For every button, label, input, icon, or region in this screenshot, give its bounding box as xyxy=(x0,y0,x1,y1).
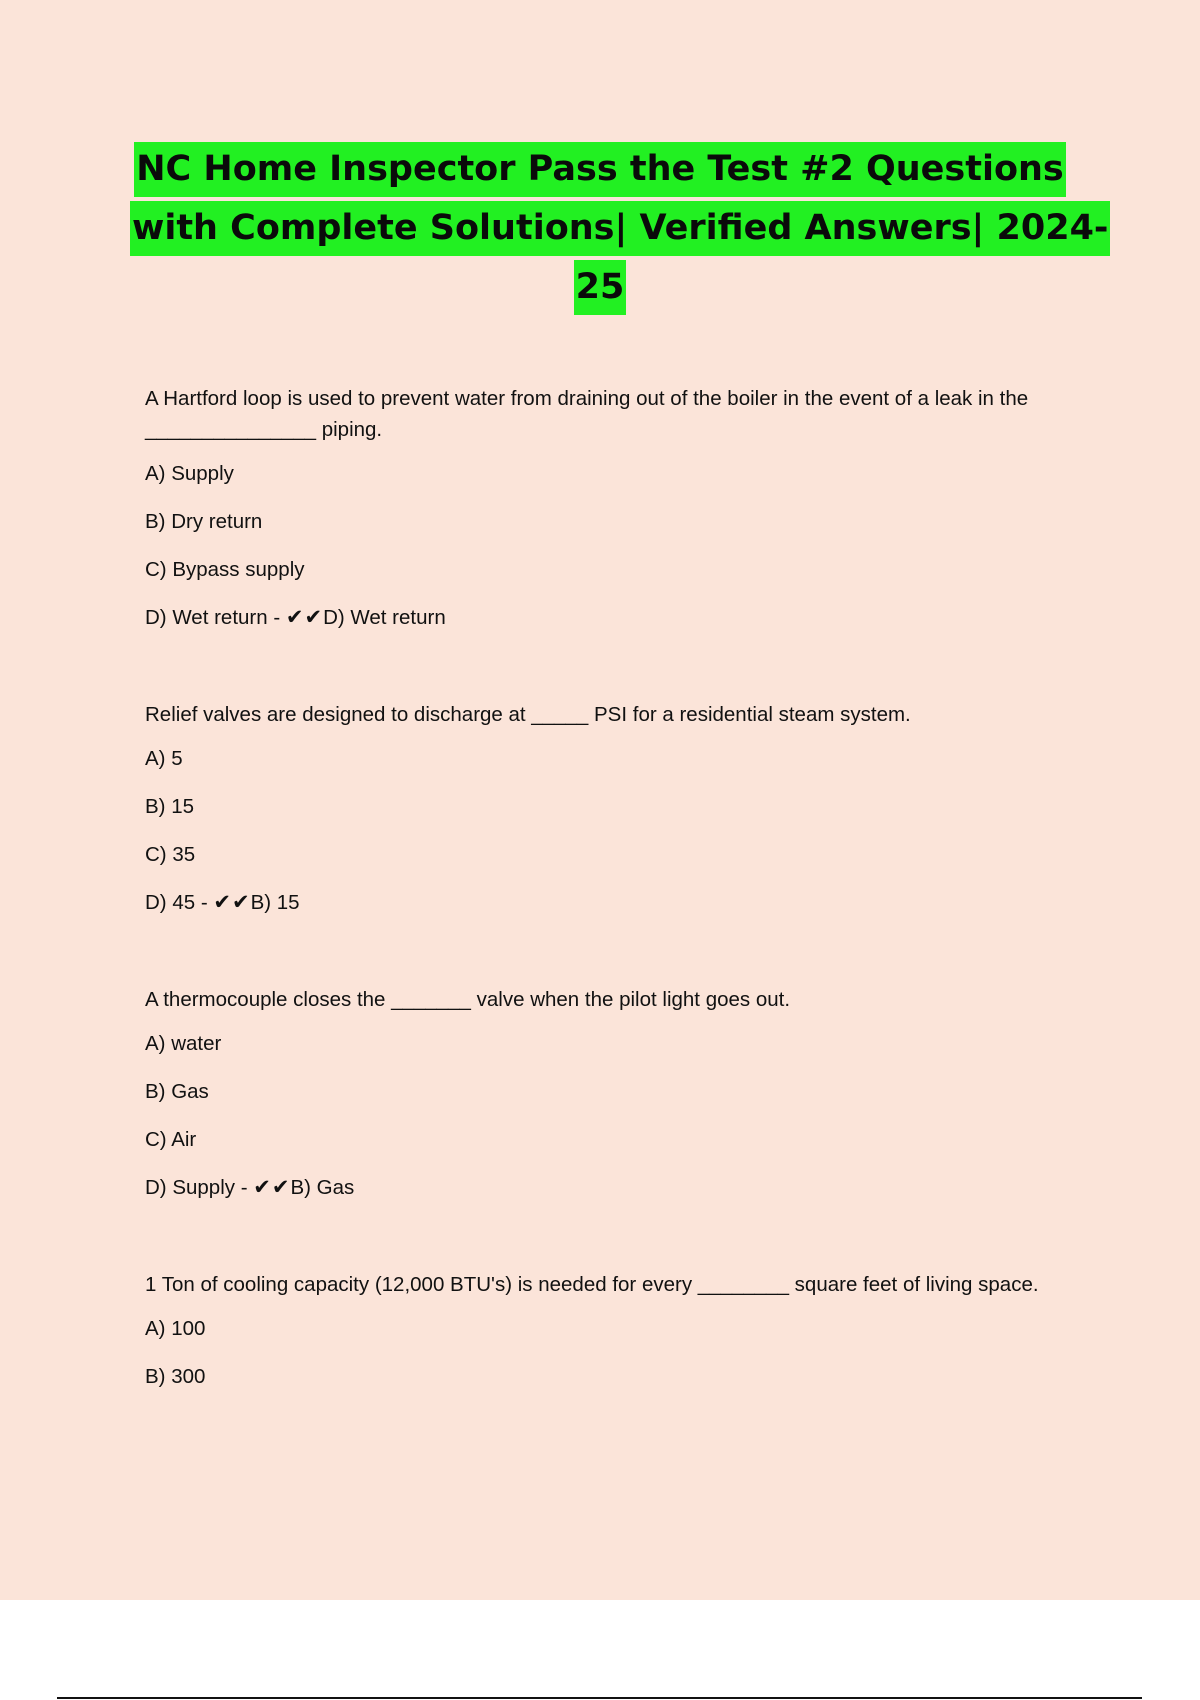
checkmark-icon: ✔✔ xyxy=(285,605,324,629)
question-text: Relief valves are designed to discharge at _____ PSI for a residential steam system. xyxy=(145,703,911,726)
option-d xyxy=(145,602,1095,633)
checkmark-icon: ✔✔ xyxy=(213,890,251,914)
option-a: A) 5 xyxy=(145,747,183,770)
footer-divider xyxy=(57,1697,1142,1699)
option-c: C) 35 xyxy=(145,843,196,866)
document-title xyxy=(130,142,1109,319)
option-d-text: D) Wet return - xyxy=(145,606,286,629)
option-b: B) Gas xyxy=(145,1080,209,1103)
question-2 xyxy=(145,699,1095,918)
option-c: C) Bypass supply xyxy=(145,558,305,581)
option-c: C) Air xyxy=(145,1128,197,1151)
option-b: B) Dry return xyxy=(145,510,263,533)
correct-answer: D) Wet return xyxy=(323,606,446,629)
title-line-1: NC Home Inspector Pass the Test #2 Questions xyxy=(134,142,1066,197)
question-text: 1 Ton of cooling capacity (12,000 BTU's) is needed for every ________ square feet of living space. xyxy=(145,1273,1039,1296)
option-d-text: D) 45 - xyxy=(145,891,214,914)
option-d-text: D) Supply - xyxy=(145,1176,254,1199)
question-text: A Hartford loop is used to prevent water from draining out of the boiler in the event of a leak in the _______________ piping. xyxy=(145,387,1029,441)
option-d xyxy=(145,887,1095,918)
option-b: B) 300 xyxy=(145,1365,206,1388)
correct-answer: B) 15 xyxy=(250,891,300,914)
option-a: A) water xyxy=(145,1032,222,1055)
option-b: B) 15 xyxy=(145,795,194,818)
question-1 xyxy=(145,383,1095,633)
title-line-2: with Complete Solutions| Verified Answers| 2024- xyxy=(130,201,1110,256)
question-4 xyxy=(145,1269,1095,1392)
title-line-3: 25 xyxy=(574,260,627,315)
checkmark-icon: ✔✔ xyxy=(253,1175,291,1199)
option-a: A) 100 xyxy=(145,1317,206,1340)
option-a: A) Supply xyxy=(145,462,234,485)
option-d xyxy=(145,1172,1095,1203)
question-3 xyxy=(145,984,1095,1203)
question-list xyxy=(145,383,1095,1392)
correct-answer: B) Gas xyxy=(290,1176,355,1199)
question-text: A thermocouple closes the _______ valve when the pilot light goes out. xyxy=(145,988,791,1011)
